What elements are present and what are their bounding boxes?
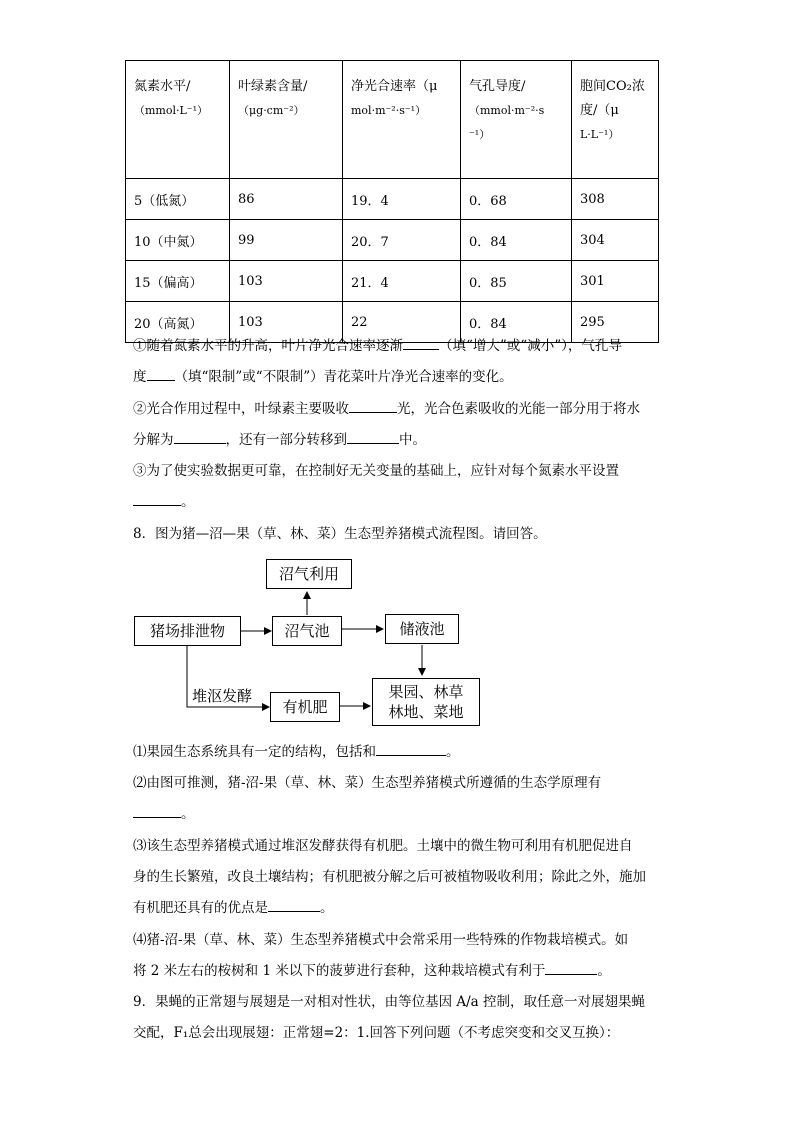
q7-text: 分解为 (133, 432, 174, 448)
header-line: （μg·cm⁻²） (238, 104, 305, 117)
table-cell: 86 (230, 179, 343, 220)
table-cell: 0．84 (461, 302, 572, 343)
answer-blank[interactable] (347, 430, 399, 445)
q8-text: 。 (320, 900, 334, 916)
answer-blank[interactable] (133, 492, 181, 507)
q8-text: 。 (446, 744, 460, 760)
table-cell: 103 (230, 302, 343, 343)
q7-text: （填“限制”或“不限制”）青花菜叶片净光合速率的变化。 (174, 369, 513, 385)
q8-text: ⑵由图可推测，猪-沼-果（草、林、菜）生态型养猪模式所遵循的生态学原理有 (133, 775, 602, 791)
q8-text: 。 (597, 963, 611, 979)
answer-blank[interactable] (545, 961, 597, 976)
q7-text: 光，光合色素吸收的光能一部分用于将水 (397, 401, 640, 417)
q8-title: 8．图为猪—沼—果（草、林、菜）生态型养猪模式流程图。请回答。 (133, 526, 547, 542)
q7-item-1 (133, 331, 663, 393)
answer-blank[interactable] (133, 804, 181, 819)
table-cell: 15（偏高） (126, 261, 230, 302)
table-cell: 0．84 (461, 220, 572, 261)
target-land-box (372, 678, 480, 726)
q8-text: 将 2 米左右的桉树和 1 米以下的菠萝进行套种，这种栽培模式有利于 (133, 963, 546, 979)
answer-blank[interactable] (268, 898, 320, 913)
q7-item-2 (133, 394, 663, 456)
table-header-row (126, 61, 659, 179)
table-header-cell (230, 61, 343, 179)
table-header-cell (343, 61, 461, 179)
header-line: 度/（μ (580, 103, 619, 118)
q7-text: ，还有一部分转移到 (225, 432, 347, 448)
header-line: （mmol·m⁻²·s (469, 104, 545, 117)
q8-text: ⑴果园生态系统具有一定的结构，包括和 (133, 744, 376, 760)
nitrogen-data-table (125, 60, 659, 343)
table-row (126, 261, 659, 302)
storage-pool-box: 储液池 (385, 614, 459, 644)
table-cell: 308 (572, 179, 659, 220)
q7-item-3 (133, 456, 663, 518)
header-line: 净光合速率（μ (351, 79, 438, 94)
answer-blank[interactable] (174, 430, 226, 445)
target-line: 果园、林草 (388, 683, 464, 701)
q7-text: 度 (133, 369, 147, 385)
header-line: mol·m⁻²·s⁻¹） (351, 104, 427, 117)
header-line: 叶绿素含量/ (238, 79, 308, 94)
table-cell: 10（中氮） (126, 220, 230, 261)
header-line: （mmol·L⁻¹） (134, 104, 209, 117)
q8-item-4 (133, 925, 663, 987)
pig-waste-box: 猪场排泄物 (134, 616, 241, 646)
table-header-cell (572, 61, 659, 179)
answer-blank[interactable] (403, 336, 439, 351)
table-cell: 0．85 (461, 261, 572, 302)
q7-text: 。 (181, 494, 195, 510)
q8-text: 有机肥还具有的优点是 (133, 900, 268, 916)
table-cell: 103 (230, 261, 343, 302)
header-line: 氮素水平/ (134, 79, 191, 94)
answer-blank[interactable] (349, 399, 397, 414)
biogas-use-box: 沼气利用 (266, 559, 352, 589)
table-cell: 99 (230, 220, 343, 261)
table-cell: 295 (572, 302, 659, 343)
table-row (126, 220, 659, 261)
q7-text: ①随着氮素水平的升高，叶片净光合速率逐渐 (133, 338, 403, 354)
q8-item-3 (133, 831, 663, 924)
q7-text: ②光合作用过程中，叶绿素主要吸收 (133, 401, 349, 417)
q8-text: ⑶该生态型养猪模式通过堆沤发酵获得有机肥。土壤中的微生物可利用有机肥促进自 (133, 838, 633, 854)
compost-label: 堆沤发酵 (192, 687, 253, 705)
header-line: ⁻¹） (469, 128, 491, 141)
table-cell: 20．7 (343, 220, 461, 261)
answer-blank[interactable] (147, 367, 175, 382)
table-cell: 22 (343, 302, 461, 343)
q8-text: 。 (181, 806, 195, 822)
table-cell: 0．68 (461, 179, 572, 220)
target-line: 林地、菜地 (388, 703, 464, 721)
q9-stem (133, 987, 663, 1049)
table-cell: 21．4 (343, 261, 461, 302)
table-cell: 5（低氮） (126, 179, 230, 220)
q8-text: 身的生长繁殖，改良土壤结构；有机肥被分解之后可被植物吸收利用；除此之外，施加 (133, 869, 646, 885)
q7-text: （填“增大”或“减小”），气孔导 (439, 338, 622, 354)
biogas-pool-box: 沼气池 (272, 616, 342, 646)
header-line: L·L⁻¹） (580, 128, 620, 141)
q8-text: ⑷猪-沼-果（草、林、菜）生态型养猪模式中会常采用一些特殊的作物栽培模式。如 (133, 932, 629, 948)
table-cell: 19．4 (343, 179, 461, 220)
q9-text: 交配，F₁总会出现展翅：正常翅=2：1.回答下列问题（不考虑突变和交叉互换）： (133, 1025, 620, 1041)
table-row (126, 179, 659, 220)
answer-blank[interactable] (376, 742, 446, 757)
table-cell: 304 (572, 220, 659, 261)
q7-text: ③为了使实验数据更可靠，在控制好无关变量的基础上，应针对每个氮素水平设置 (133, 463, 619, 479)
table-cell: 301 (572, 261, 659, 302)
organic-fertilizer-box: 有机肥 (270, 692, 340, 722)
q9-text: 9．果蝇的正常翅与展翅是一对相对性状，由等位基因 A/a 控制，取任意一对展翅果蝇 (133, 994, 646, 1010)
table-cell: 20（高氮） (126, 302, 230, 343)
q8-item-2 (133, 768, 663, 830)
q8-item-1 (133, 737, 663, 768)
q7-text: 中。 (399, 432, 426, 448)
table-header-cell (461, 61, 572, 179)
header-line: 气孔导度/ (469, 79, 526, 94)
table-header-cell (126, 61, 230, 179)
header-line: 胞间CO₂浓 (580, 79, 645, 94)
